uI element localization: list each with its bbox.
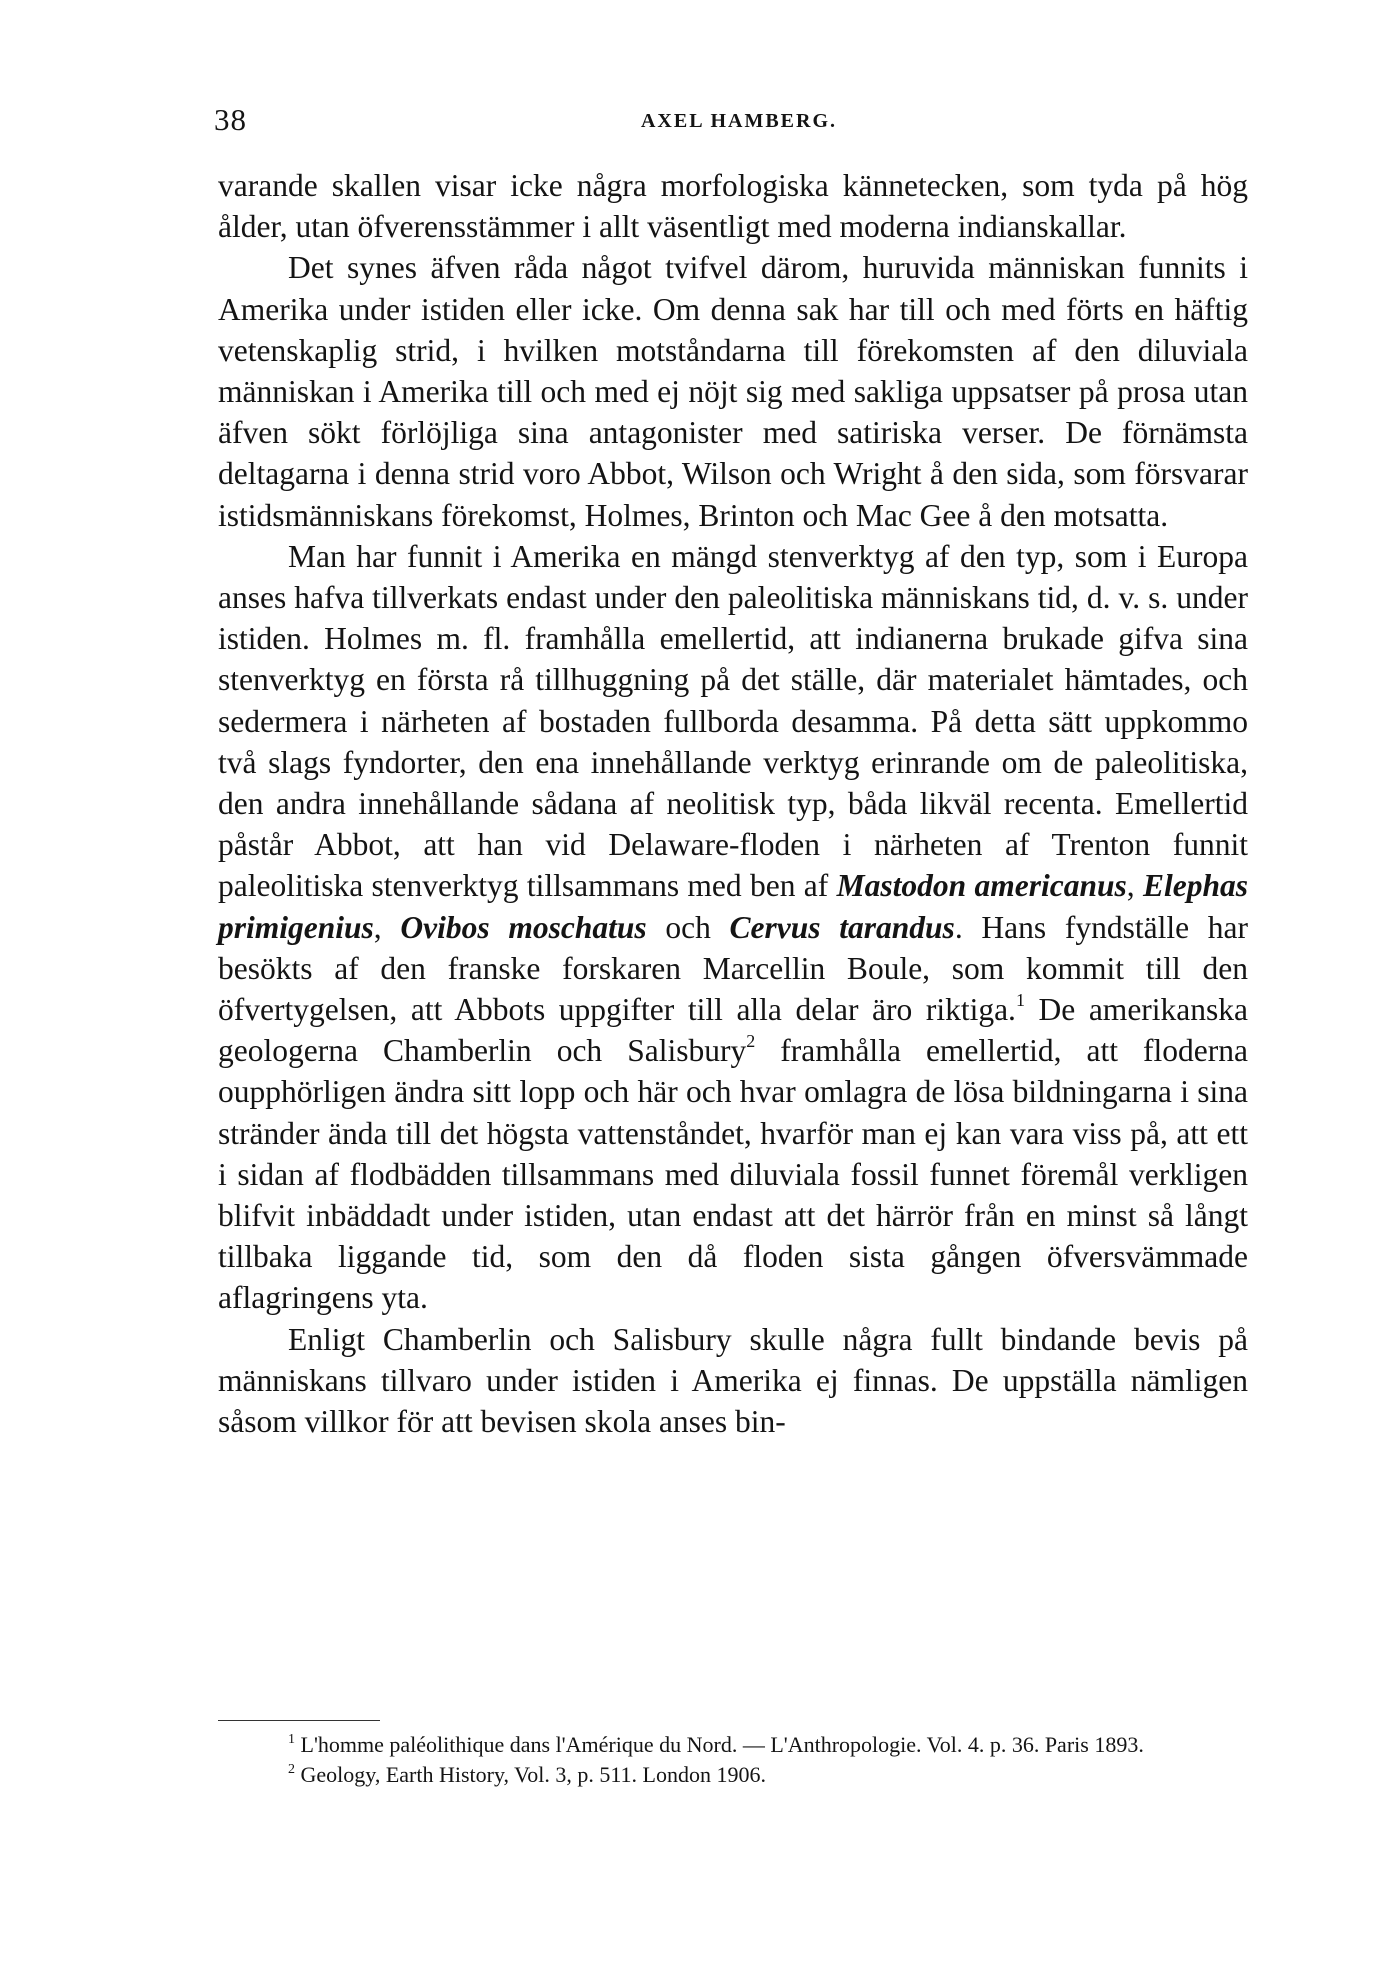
footnote-divider — [218, 1720, 380, 1721]
footnote-marker: 1 — [288, 1732, 295, 1747]
footnote-2 — [218, 1760, 1248, 1790]
conjunction: och — [646, 909, 730, 945]
species-cervus: Cervus tarandus — [729, 909, 955, 945]
species-mastodon: Mastodon americanus — [836, 868, 1127, 904]
footnote-ref-1: 1 — [1015, 990, 1025, 1011]
footnote-1 — [218, 1730, 1248, 1760]
footnote-text: Geology, Earth History, Vol. 3, p. 511. London 1906. — [295, 1762, 766, 1787]
footnote-marker: 2 — [288, 1762, 295, 1777]
paragraph-2: Det synes äfven råda något tvifvel därom, huruvida människan funnits i Amerika under istiden eller icke. Om denna sak har till och med förts en häftig vetenskaplig strid, i hvilken motståndarna till förekomsten af den diluviala människan i Amerika till och med ej nöjt sig med sakliga uppsatser på prosa utan äfven sökt förlöjliga sina antagonister med satiriska verser. De förnämsta deltagarna i denna strid voro Abbot, Wilson och Wright å den sida, som försvarar istidsmänniskans förekomst, Holmes, Brinton och Mac Gee å den motsatta. — [218, 250, 1248, 533]
paragraph-3-text-b: . Hans fyndställe har besökts af den franske forskaren Marcellin Boule, som kommit till den öfvertygelsen, att Abbots uppgifter till alla delar äro riktiga. — [218, 909, 1249, 1028]
footnote-text: L'homme paléolithique dans l'Amérique du Nord. — L'Anthropologie. Vol. 4. p. 36. Paris 1893. — [295, 1732, 1144, 1757]
paragraph-3-text-d: framhålla emellertid, att floderna oupphörligen ändra sitt lopp och här och hvar omlagra de lösa bildningarna i sina stränder ända till det högsta vattenståndet, hvarför man ej kan vara viss på, att ett i sidan af flodbädden tillsammans med diluviala fossil funnet föremål verkligen blifvit inbäddadt under istiden, utan endast att det härrör från en minst så långt tillbaka liggande tid, som den då floden sista gången öfversvämmade aflagringens yta. — [218, 1033, 1248, 1316]
punctuation: , — [1126, 868, 1143, 904]
species-elephas: Elephas primigenius — [218, 868, 1249, 945]
punctuation: , — [373, 909, 401, 945]
species-ovibos: Ovibos moschatus — [400, 909, 647, 945]
paragraph-3-text-c: De amerikanska geologerna Chamberlin och Salisbury — [218, 992, 1249, 1069]
paragraph-3-text-a: Man har funnit i Amerika en mängd stenverktyg af den typ, som i Europa anses hafva tillverkats endast under den paleolitiska människans tid, d. v. s. under istiden. Holmes m. fl. framhålla emellertid, att indianerna brukade gifva sina stenverktyg en första rå tillhuggning på det ställe, där materialet hämtades, och sedermera i närheten af bostaden fullborda desamma. På detta sätt uppkommo två slags fyndorter, den ena innehållande verktyg erinrande om de paleolitiska, den andra innehållande sådana af neolitisk typ, båda likväl recenta. Emellertid påstår Abbot, att han vid Delaware-floden i närheten af Trenton funnit paleolitiska stenverktyg tillsammans med ben af — [218, 538, 1248, 904]
footnote-ref-2: 2 — [746, 1031, 756, 1052]
body-text — [218, 165, 1248, 1442]
footnotes — [218, 1730, 1248, 1790]
page-header — [214, 102, 1264, 142]
paragraph-1: varande skallen visar icke några morfologiska kännetecken, som tyda på hög ålder, utan öfverensstämmer i allt väsentligt med moderna indianskallar. — [218, 168, 1248, 245]
paragraph-4: Enligt Chamberlin och Salisbury skulle några fullt bindande bevis på människans tillvaro under istiden i Amerika ej finnas. De uppställa nämligen såsom villkor för att bevisen skola anses bin- — [218, 1321, 1248, 1440]
running-head: AXEL HAMBERG. — [640, 110, 838, 132]
paragraph-3 — [218, 536, 1248, 1319]
page-number: 38 — [214, 102, 247, 137]
